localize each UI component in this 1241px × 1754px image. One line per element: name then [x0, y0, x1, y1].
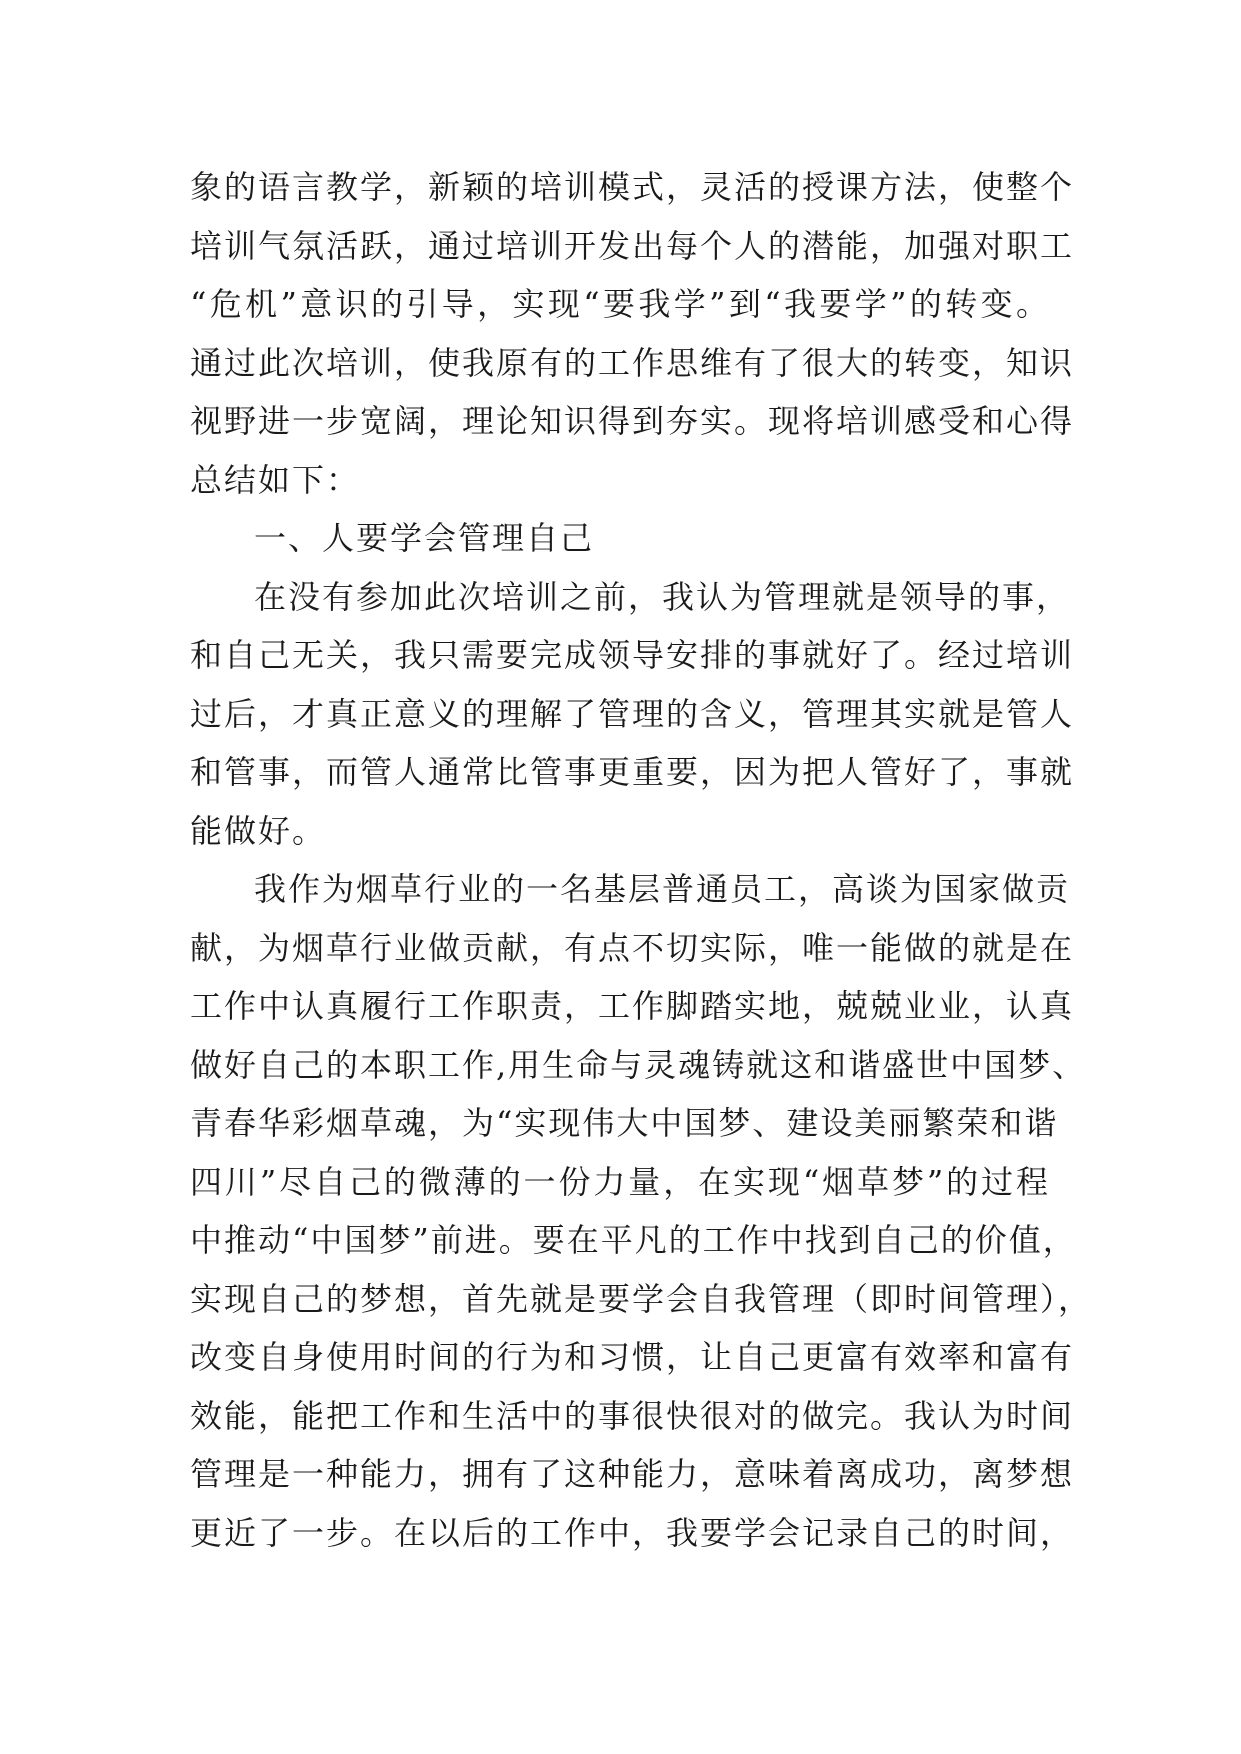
text-line: 过后，才真正意义的理解了管理的含义，管理其实就是管人: [190, 694, 1075, 733]
text-line: 做好自己的本职工作,用生命与灵魂铸就这和谐盛世中国梦、: [190, 1045, 1087, 1084]
text-line: 管理是一种能力，拥有了这种能力，意味着离成功，离梦想: [190, 1455, 1075, 1493]
text-line: 实现自己的梦想，首先就是要学会自我管理（即时间管理），: [190, 1279, 1093, 1318]
text-line: 效能，能把工作和生活中的事很快很对的做完。我认为时间: [190, 1396, 1075, 1435]
document-body: [190, 158, 1093, 1562]
text-line: 一、人要学会管理自己: [254, 519, 595, 557]
text-line: 更近了一步。在以后的工作中，我要学会记录自己的时间，: [190, 1513, 1075, 1552]
text-line: 和自己无关，我只需要完成领导安排的事就好了。经过培训: [190, 636, 1075, 674]
text-line: 视野进一步宽阔，理论知识得到夯实。现将培训感受和心得: [190, 402, 1075, 440]
text-line: 中推动“中国梦”前进。要在平凡的工作中找到自己的价值，: [190, 1221, 1077, 1259]
text-line: 通过此次培训，使我原有的工作思维有了很大的转变，知识: [190, 343, 1075, 382]
text-line: “危机”意识的引导，实现“要我学”到“我要学”的转变。: [190, 285, 1050, 323]
text-line: 献，为烟草行业做贡献，有点不切实际，唯一能做的就是在: [190, 928, 1075, 967]
text-line: 青春华彩烟草魂，为“实现伟大中国梦、建设美丽繁荣和谐: [190, 1104, 1059, 1142]
text-line: 四川”尽自己的微薄的一份力量，在实现“烟草梦”的过程: [190, 1162, 1050, 1201]
text-line: 在没有参加此次培训之前，我认为管理就是领导的事，: [254, 577, 1071, 616]
text-line: 和管事，而管人通常比管事更重要，因为把人管好了，事就: [190, 753, 1075, 791]
text-line: 能做好。: [190, 811, 327, 850]
text-line: 总结如下：: [190, 460, 361, 499]
text-line: 象的语言教学，新颖的培训模式，灵活的授课方法，使整个: [190, 168, 1075, 206]
text-line: 改变自身使用时间的行为和习惯，让自己更富有效率和富有: [190, 1338, 1075, 1376]
text-line: 我作为烟草行业的一名基层普通员工，高谈为国家做贡: [254, 870, 1071, 908]
text-line: 培训气氛活跃，通过培训开发出每个人的潜能，加强对职工: [190, 226, 1075, 265]
text-line: 工作中认真履行工作职责，工作脚踏实地，兢兢业业，认真: [190, 987, 1075, 1025]
